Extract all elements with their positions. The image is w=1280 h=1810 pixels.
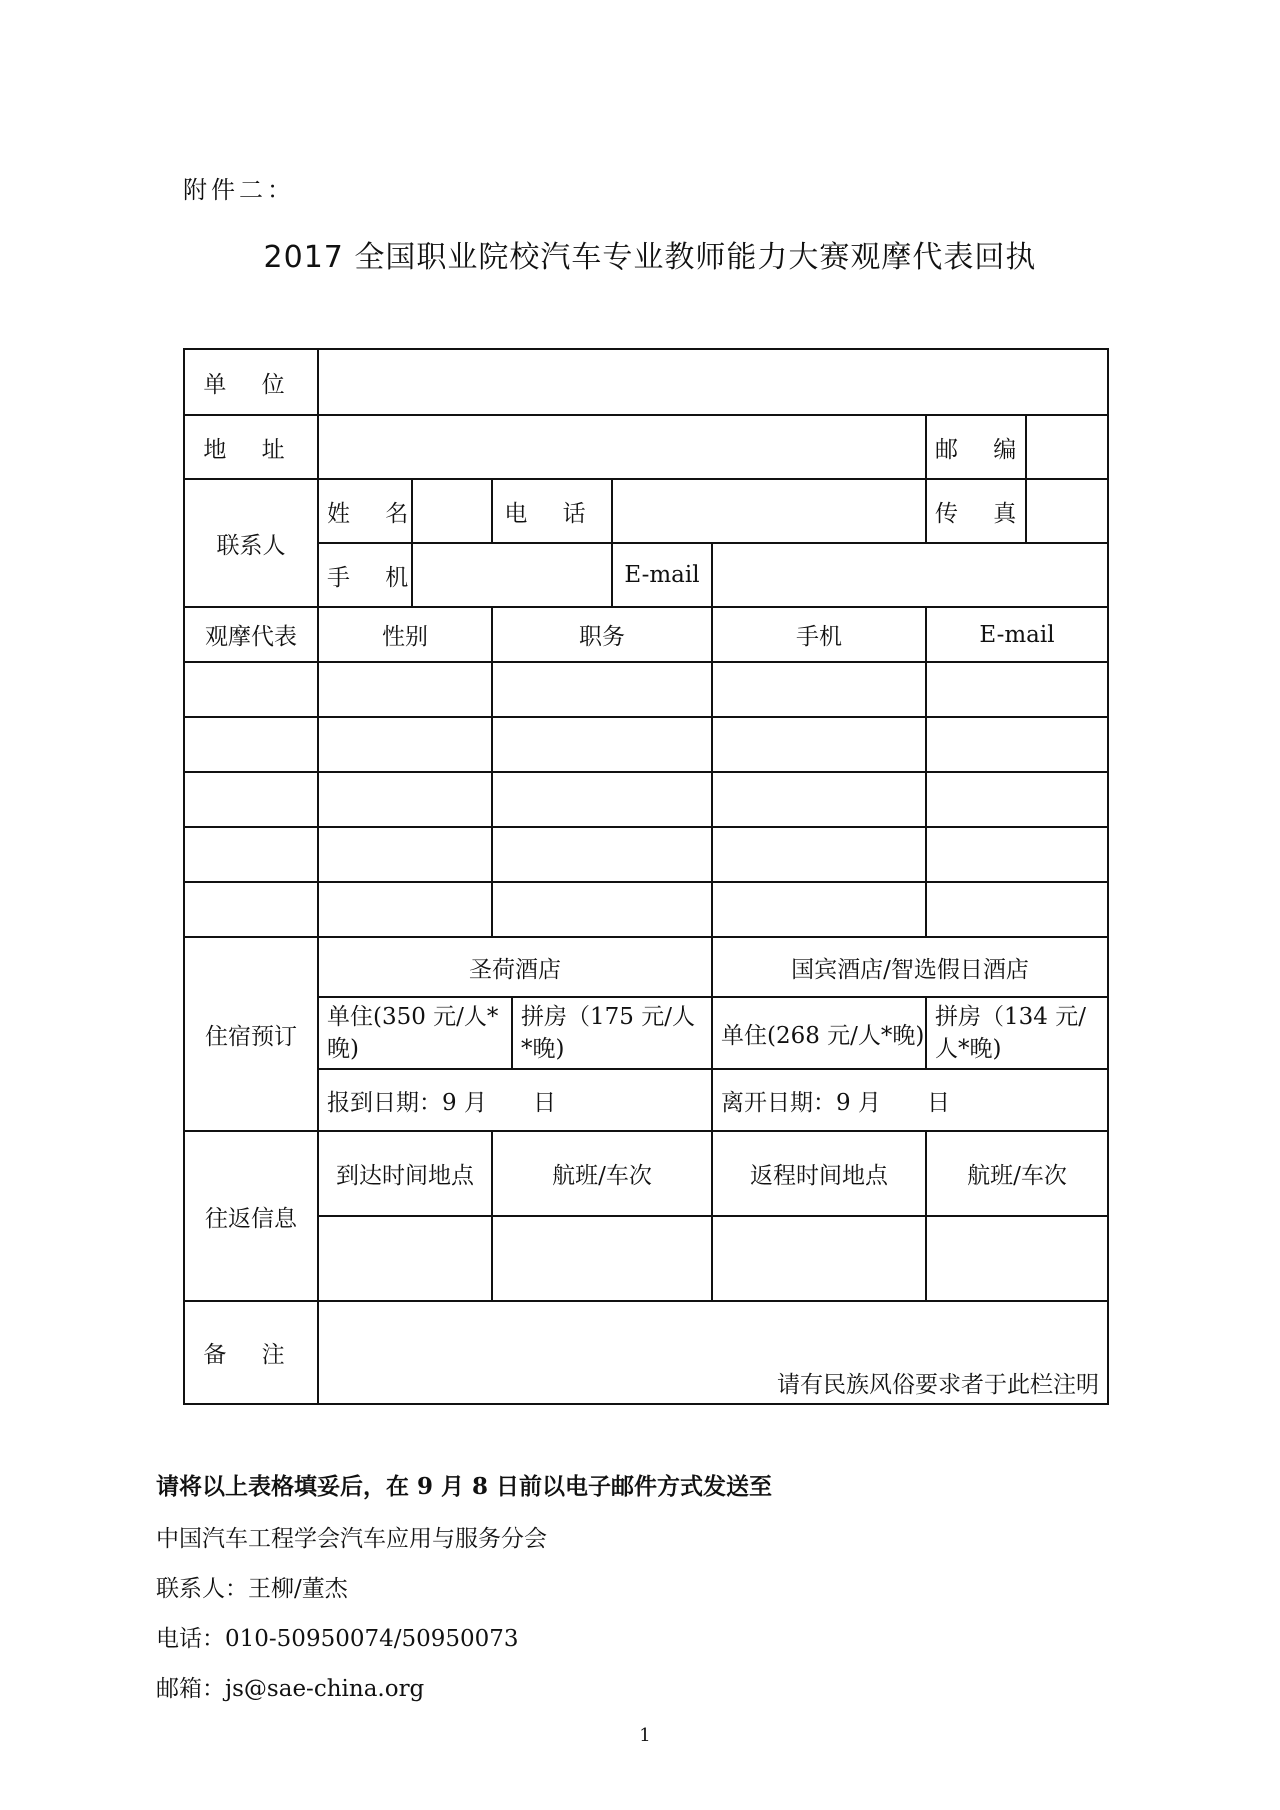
page-number: 1: [639, 1725, 651, 1746]
observer-cell[interactable]: [926, 772, 1108, 827]
return-place-field[interactable]: [712, 1216, 926, 1301]
observer-cell[interactable]: [492, 662, 712, 717]
return-flight-field[interactable]: [926, 1216, 1108, 1301]
observer-cell[interactable]: [926, 717, 1108, 772]
observer-cell[interactable]: [492, 717, 712, 772]
arrival-date-field[interactable]: 报到日期：9 月 日: [318, 1069, 712, 1131]
observer-cell[interactable]: [184, 662, 318, 717]
postcode-field[interactable]: [1026, 415, 1108, 479]
contact-email-label: E-mail: [612, 543, 712, 607]
observers-label: 观摩代表: [184, 607, 318, 662]
departure-date-field[interactable]: 离开日期：9 月 日: [712, 1069, 1108, 1131]
remarks-note: 请有民族风俗要求者于此栏注明: [777, 1372, 1099, 1398]
observer-cell[interactable]: [712, 827, 926, 882]
observer-cell[interactable]: [712, 772, 926, 827]
hotel1-single-option[interactable]: 单住(350 元/人*晚): [318, 997, 512, 1069]
contact-fax-field[interactable]: [1026, 479, 1108, 543]
contact-phone-field[interactable]: [612, 479, 926, 543]
attachment-label: 附件二：: [183, 176, 295, 204]
observer-cell[interactable]: [318, 772, 492, 827]
footer-organization: 中国汽车工程学会汽车应用与服务分会: [156, 1526, 547, 1552]
return-flight-header: 航班/车次: [926, 1131, 1108, 1216]
footer-contact: 联系人：王柳/董杰: [156, 1576, 348, 1602]
table-row: [184, 662, 1108, 717]
contact-fax-label: 传 真: [926, 479, 1026, 543]
registration-form-table: [183, 348, 1109, 1405]
arrival-place-field[interactable]: [318, 1216, 492, 1301]
observer-cell[interactable]: [492, 882, 712, 937]
observer-cell[interactable]: [712, 882, 926, 937]
observer-cell[interactable]: [318, 662, 492, 717]
contact-name-label: 姓 名: [318, 479, 412, 543]
unit-field[interactable]: [318, 349, 1108, 415]
lodging-label: 住宿预订: [184, 937, 318, 1131]
hotel2-shared-option[interactable]: 拼房（134 元/人*晚): [926, 997, 1108, 1069]
observers-header-email: E-mail: [926, 607, 1108, 662]
observer-cell[interactable]: [712, 717, 926, 772]
observer-cell[interactable]: [318, 882, 492, 937]
hotel2-single-option[interactable]: 单住(268 元/人*晚): [712, 997, 926, 1069]
arrival-place-header: 到达时间地点: [318, 1131, 492, 1216]
travel-label: 往返信息: [184, 1131, 318, 1301]
observer-cell[interactable]: [492, 772, 712, 827]
observer-cell[interactable]: [184, 717, 318, 772]
observer-cell[interactable]: [926, 827, 1108, 882]
observer-cell[interactable]: [926, 882, 1108, 937]
contact-label: 联系人: [184, 479, 318, 607]
contact-mobile-field[interactable]: [412, 543, 612, 607]
observers-header-gender: 性别: [318, 607, 492, 662]
hotel2-name: 国宾酒店/智选假日酒店: [712, 937, 1108, 997]
observers-header-mobile: 手机: [712, 607, 926, 662]
address-label: 地 址: [184, 415, 318, 479]
contact-name-field[interactable]: [412, 479, 492, 543]
remarks-field[interactable]: [318, 1301, 1108, 1404]
observer-cell[interactable]: [492, 827, 712, 882]
unit-label: 单 位: [184, 349, 318, 415]
remarks-label: 备 注: [184, 1301, 318, 1404]
hotel1-name: 圣荷酒店: [318, 937, 712, 997]
observer-cell[interactable]: [712, 662, 926, 717]
contact-phone-label: 电 话: [492, 479, 612, 543]
contact-mobile-label: 手 机: [318, 543, 412, 607]
table-row: [184, 827, 1108, 882]
observer-cell[interactable]: [318, 717, 492, 772]
arrival-flight-field[interactable]: [492, 1216, 712, 1301]
observers-header-position: 职务: [492, 607, 712, 662]
observer-cell[interactable]: [926, 662, 1108, 717]
page-title: 2017 全国职业院校汽车专业教师能力大赛观摩代表回执: [263, 240, 1037, 275]
footer-instruction: 请将以上表格填妥后，在 9 月 8 日前以电子邮件方式发送至: [156, 1473, 773, 1500]
return-place-header: 返程时间地点: [712, 1131, 926, 1216]
postcode-label: 邮 编: [926, 415, 1026, 479]
table-row: [184, 717, 1108, 772]
footer-phone: 电话：010-50950074/50950073: [156, 1626, 519, 1652]
arrival-flight-header: 航班/车次: [492, 1131, 712, 1216]
hotel1-shared-option[interactable]: 拼房（175 元/人*晚): [512, 997, 712, 1069]
observer-cell[interactable]: [184, 772, 318, 827]
observer-cell[interactable]: [184, 827, 318, 882]
observer-cell[interactable]: [318, 827, 492, 882]
observer-cell[interactable]: [184, 882, 318, 937]
table-row: [184, 772, 1108, 827]
contact-email-field[interactable]: [712, 543, 1108, 607]
address-field[interactable]: [318, 415, 926, 479]
footer-email: 邮箱：js@sae-china.org: [156, 1676, 425, 1702]
table-row: [184, 882, 1108, 937]
